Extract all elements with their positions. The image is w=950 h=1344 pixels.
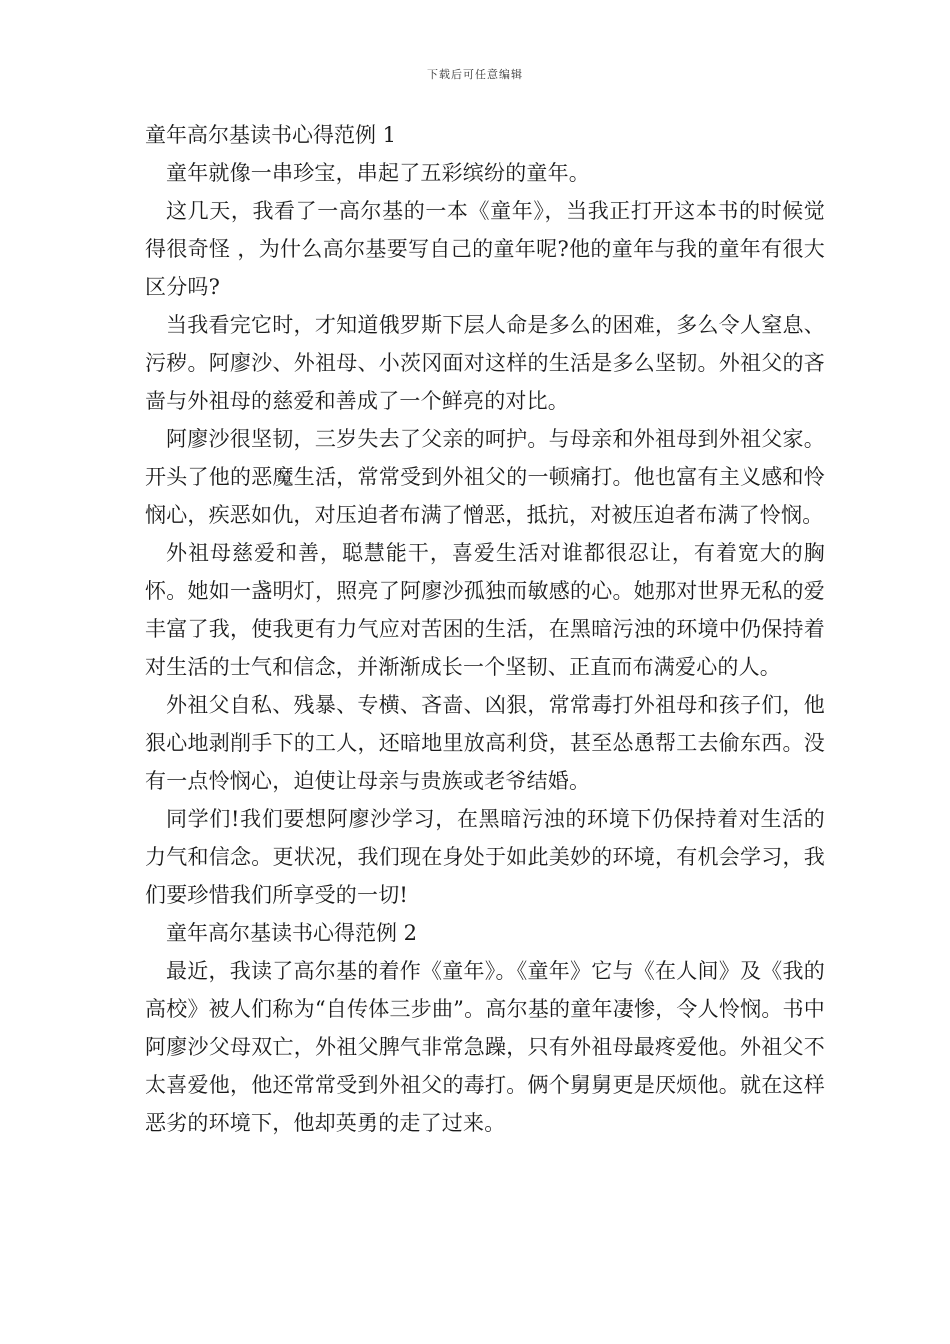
paragraph: 同学们!我们要想阿廖沙学习，在黑暗污浊的环境下仍保持着对生活的力气和信念。更状况，我们现在身处于如此美妙的环境，有机会学习，我们要珍惜我们所享受的一切! [145,807,825,907]
paragraph: 最近，我读了高尔基的着作《童年》。《童年》它与《在人间》及《我的高校》被人们称为“自传体三步曲”。高尔基的童年凄惨，令人怜悯。书中阿廖沙父母双亡，外祖父脾气非常急躁，只有外祖母最疼爱他。外祖父不太喜爱他，他还常常受到外祖父的毒打。俩个舅舅更是厌烦他。就在这样恶劣的环境下，他却英勇的走了过来。 [145,959,825,1135]
header-note: 下载后可任意编辑 [427,68,523,81]
paragraph: 阿廖沙很坚韧，三岁失去了父亲的呵护。与母亲和外祖母到外祖父家。开头了他的恶魔生活，常常受到外祖父的一顿痛打。他也富有主义感和怜悯心，疾恶如仇，对压迫者布满了憎恶，抵抗，对被压迫者布满了怜悯。 [145,427,825,527]
article-body [145,116,825,1142]
article-title-1: 童年高尔基读书心得范例 1 [145,123,397,147]
paragraph: 外祖母慈爱和善，聪慧能干，喜爱生活对谁都很忍让，有着宽大的胸怀。她如一盏明灯，照亮了阿廖沙孤独而敏感的心。她那对世界无私的爱丰富了我，使我更有力气应对苦困的生活，在黑暗污浊的环境中仍保持着对生活的士气和信念，并渐渐成长一个坚韧、正直而布满爱心的人。 [145,541,825,679]
paragraph: 当我看完它时，才知道俄罗斯下层人命是多么的困难，多么令人窒息、污秽。阿廖沙、外祖母、小茨冈面对这样的生活是多么坚韧。外祖父的吝啬与外祖母的慈爱和善成了一个鲜亮的对比。 [145,313,825,413]
paragraph: 童年就像一串珍宝，串起了五彩缤纷的童年。 [166,161,590,185]
article-title-2: 童年高尔基读书心得范例 2 [166,921,418,945]
paragraph: 外祖父自私、残暴、专横、吝啬、凶狠，常常毒打外祖母和孩子们，他狠心地剥削手下的工人，还暗地里放高利贷，甚至怂恿帮工去偷东西。没有一点怜悯心，迫使让母亲与贵族或老爷结婚。 [145,693,825,793]
paragraph: 这几天，我看了一高尔基的一本《童年》，当我正打开这本书的时候觉得很奇怪 ，为什么高尔基要写自己的童年呢?他的童年与我的童年有很大区分吗? [145,199,825,299]
